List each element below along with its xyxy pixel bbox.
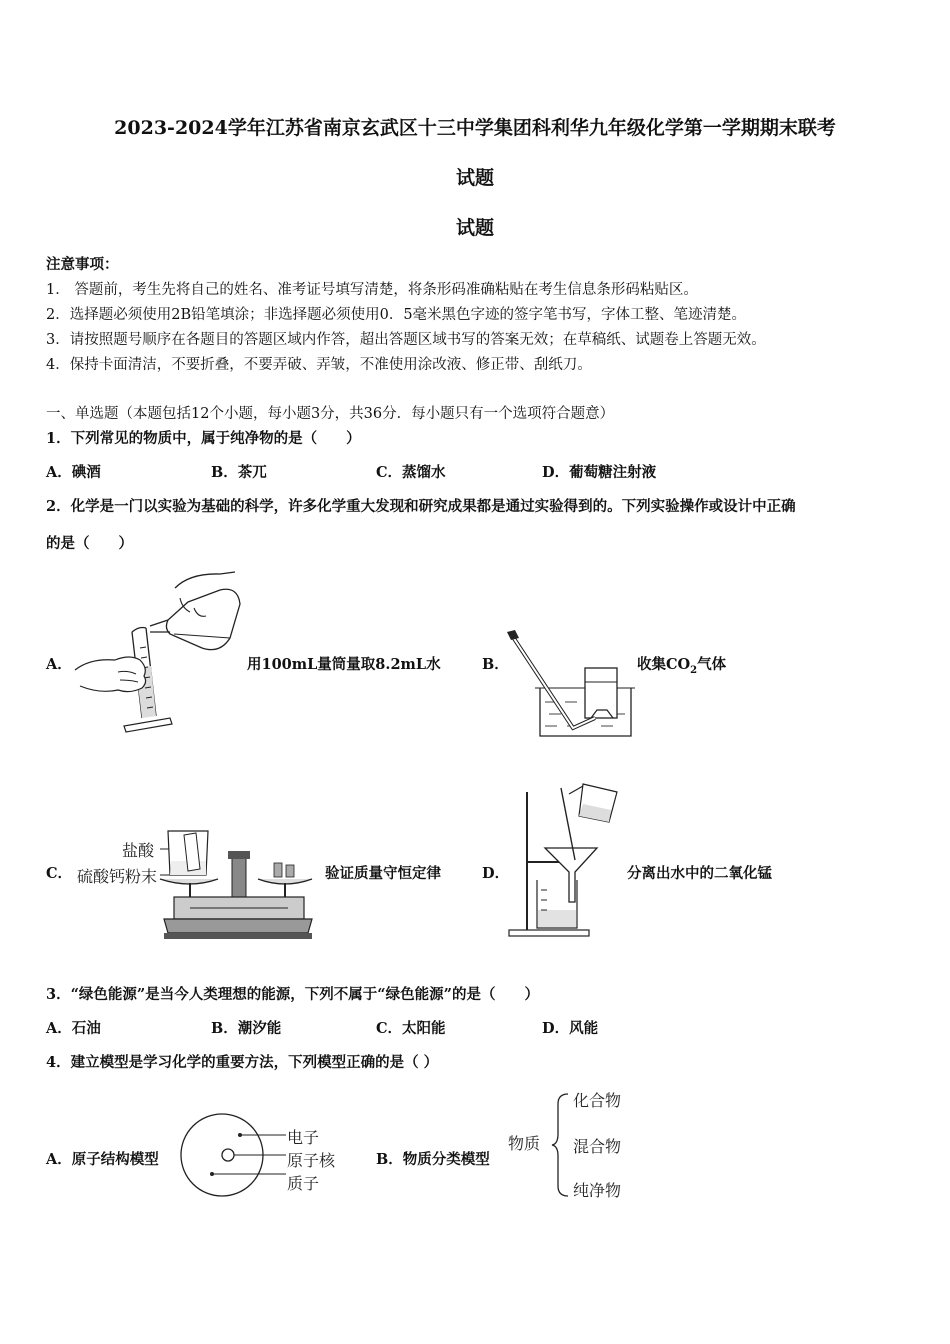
classification-compound: 化合物: [573, 1091, 622, 1110]
brace-figure: [550, 1090, 572, 1200]
q3-stem: 3．“绿色能源”是当今人类理想的能源，下列不属于“绿色能源”的是（ ）: [46, 986, 539, 1003]
hydrochloric-acid-label: 盐酸: [122, 841, 155, 860]
q2-stem-line2: 的是（ ）: [46, 535, 133, 552]
section-heading: 一、单选题（本题包括12个小题，每小题3分，共36分．每小题只有一个选项符合题意）: [46, 406, 615, 422]
doc-title-line2: 试题: [455, 167, 494, 189]
q1-option-c: C．蒸馏水: [376, 464, 446, 481]
calcium-sulfate-label: 硫酸钙粉末: [77, 867, 158, 886]
q4-stem: 4．建立模型是学习化学的重要方法，下列模型正确的是（ ）: [46, 1054, 439, 1071]
q2-option-c-text: 验证质量守恒定律: [325, 865, 441, 882]
q1-option-a: A．碘酒: [46, 464, 101, 481]
classification-pure: 纯净物: [573, 1181, 622, 1200]
q2-stem-line1: 2．化学是一门以实验为基础的科学，许多化学重大发现和研究成果都是通过实验得到的。下列实验操作或设计中正确: [46, 498, 796, 515]
atom-label-electron: 电子: [287, 1128, 320, 1147]
atom-model-figure: [180, 1112, 290, 1198]
q2-option-d-label: D．: [482, 865, 510, 882]
notice-item-1: 1． 答题前，考生先将自己的姓名、准考证号填写清楚，将条形码准确粘贴在考生信息条形码粘贴区。: [46, 282, 698, 298]
q3-option-c: C．太阳能: [376, 1020, 446, 1037]
q2-option-c-label: C．: [46, 865, 73, 882]
atom-label-nucleus: 原子核: [287, 1151, 336, 1170]
atom-label-proton: 质子: [287, 1174, 320, 1193]
gas-collection-figure: [505, 630, 635, 740]
q4-option-a-text: A．原子结构模型: [46, 1151, 159, 1168]
doc-title-line1: 2023-2024学年江苏省南京玄武区十三中学集团科利华九年级化学第一学期期末联考: [114, 117, 836, 139]
classification-mixture: 混合物: [573, 1137, 622, 1156]
measuring-cylinder-figure: [70, 568, 245, 738]
filtration-figure: [505, 782, 625, 940]
q2-option-b-label: B．: [482, 656, 509, 673]
q1-stem: 1．下列常见的物质中，属于纯净物的是（ ）: [46, 430, 361, 447]
notice-item-4: 4．保持卡面清洁，不要折叠，不要弄破、弄皱，不准使用涂改液、修正带、刮纸刀。: [46, 357, 592, 373]
q3-option-d: D．风能: [542, 1020, 599, 1037]
classification-root: 物质: [508, 1134, 541, 1153]
notice-heading: 注意事项：: [46, 256, 119, 273]
q1-option-b: B．茶兀: [211, 464, 267, 481]
q3-option-a: A．石油: [46, 1020, 101, 1037]
q2-option-b-text: 收集$CO_2$气体: [637, 656, 727, 676]
notice-item-3: 3．请按照题号顺序在各题目的答题区域内作答，超出答题区域书写的答案无效；在草稿纸、试题卷上答题无效。: [46, 332, 766, 348]
q2-option-a-label: A．: [46, 656, 72, 673]
q2-option-a-text: 用100mL量筒量取8.2mL水: [247, 656, 441, 673]
q1-option-d: D．葡萄糖注射液: [542, 464, 657, 481]
q3-option-b: B．潮汐能: [211, 1020, 282, 1037]
notice-item-2: 2．选择题必须使用2B铅笔填涂；非选择题必须使用0．5毫米黑色字迹的签字笔书写，字体工整、笔迹清楚。: [46, 307, 747, 323]
balance-figure: [160, 825, 315, 943]
q2-option-d-text: 分离出水中的二氧化锰: [627, 865, 772, 882]
doc-title-line3: 试题: [455, 217, 494, 239]
q4-option-b-text: B．物质分类模型: [376, 1151, 490, 1168]
